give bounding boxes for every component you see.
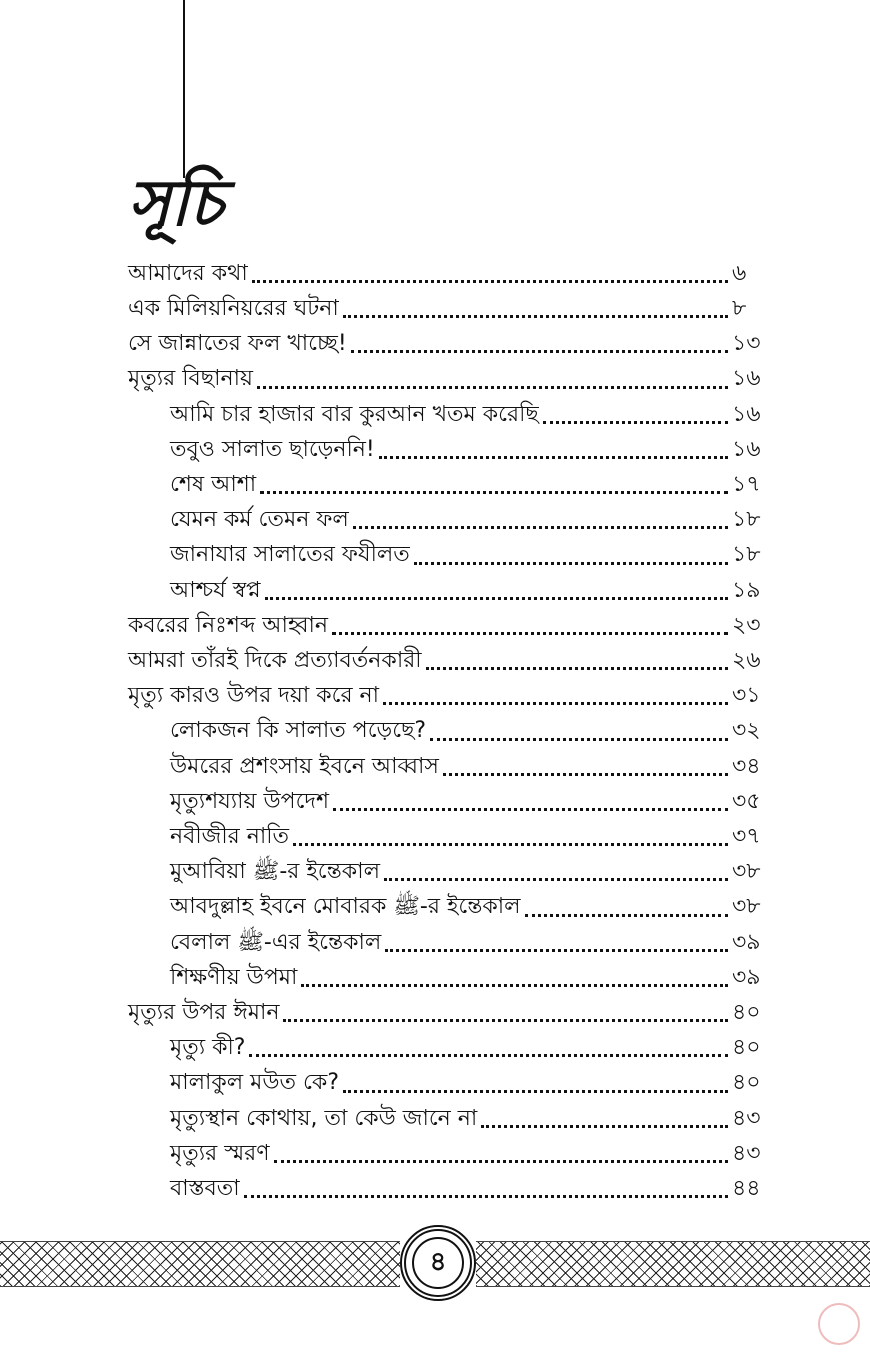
dot-leader (301, 984, 728, 987)
toc-entry-page: ১৮ (732, 507, 761, 533)
toc-entry-title: বেলাল ﷺ-এর ইন্তেকাল (170, 929, 382, 955)
dot-leader (384, 878, 728, 881)
toc-entry-title: উমরের প্রশংসায় ইবনে আব্বাস (170, 753, 439, 779)
page-number: ৪ (412, 1237, 464, 1289)
toc-entry (170, 498, 768, 532)
toc-entry-title: জানাযার সালাতের ফযীলত (170, 542, 410, 568)
toc-entry (170, 815, 768, 849)
toc-entry-title: আমাদের কথা (128, 260, 248, 286)
dot-leader (543, 421, 728, 424)
toc-entry-page: ৪৩ (732, 1140, 761, 1166)
footer-ornament (0, 1225, 870, 1305)
toc-entry (170, 428, 768, 462)
toc-entry (170, 463, 768, 497)
toc-entry-page: ৩৯ (732, 929, 761, 955)
toc-entry (128, 358, 768, 392)
toc-entry (128, 674, 768, 708)
page-number-medallion (400, 1225, 476, 1301)
toc-entry-page: ৩৫ (732, 788, 761, 814)
toc-entry (170, 745, 768, 779)
toc-entry (128, 639, 768, 673)
toc-entry-page: ৪০ (732, 1000, 761, 1025)
toc-entry-title: মৃত্যু কী? (170, 1035, 246, 1061)
toc-entry (170, 710, 768, 744)
toc-entry-title: যেমন কর্ম তেমন ফল (170, 507, 349, 533)
toc-entry-page: ৮ (732, 296, 747, 321)
toc-entry-page: ৩৮ (732, 894, 761, 920)
dot-leader (385, 949, 728, 952)
toc-entry-title: মৃত্যুশয্যায় উপদেশ (170, 788, 329, 814)
toc-entry-page: ১৭ (732, 472, 761, 497)
toc-entry-title: শিক্ষণীয় উপমা (170, 964, 298, 990)
toc-entry (170, 534, 768, 568)
toc-entry-title: মৃত্যুর বিছানায় (128, 366, 253, 392)
page-title: সূচি (128, 166, 224, 241)
dot-leader (443, 773, 728, 776)
toc-entry-page: ৩৮ (732, 859, 761, 885)
toc-entry-page: ৩৯ (732, 964, 761, 990)
toc-entry (170, 569, 768, 603)
toc-entry (170, 956, 768, 990)
dot-leader (379, 456, 728, 459)
toc-entry (170, 393, 768, 427)
toc-entry (128, 252, 768, 286)
dot-leader (481, 1125, 728, 1128)
toc-entry-page: ৩৭ (732, 824, 761, 849)
toc-entry (128, 287, 768, 321)
dot-leader (244, 1195, 728, 1198)
toc-entry (170, 1062, 768, 1096)
dot-leader (525, 914, 728, 917)
toc-entry-title: সে জান্নাতের ফল খাচ্ছে! (128, 331, 347, 357)
dot-leader (265, 597, 728, 600)
toc-entry-title: মৃত্যুস্থান কোথায়, তা কেউ জানে না (170, 1105, 478, 1131)
toc-entry-page: ২৬ (732, 648, 761, 673)
toc-entry (170, 780, 768, 814)
dot-leader (332, 632, 728, 635)
toc-entry-page: ১৬ (732, 366, 761, 392)
dot-leader (353, 526, 728, 529)
toc-entry-page: ৪৩ (732, 1105, 761, 1131)
toc-entry-title: আবদুল্লাহ ইবনে মোবারক ﷺ-র ইন্তেকাল (170, 894, 521, 920)
dot-leader (414, 562, 728, 565)
toc-entry-title: এক মিলিয়নিয়রের ঘটনা (128, 296, 339, 321)
ornament-band-left (0, 1241, 400, 1287)
toc-entry-page: ১৯ (732, 577, 761, 603)
toc-entry (170, 1097, 768, 1131)
toc-entry-page: ১৮ (732, 542, 761, 568)
toc-entry-title: মৃত্যু কারও উপর দয়া করে না (128, 683, 380, 709)
dot-leader (343, 1090, 728, 1093)
toc-entry-title: মালাকুল মউত কে? (170, 1070, 339, 1096)
dot-leader (351, 350, 728, 353)
toc-entry-title: মৃত্যুর উপর ঈমান (128, 1000, 280, 1025)
toc-entry-title: তবুও সালাত ছাড়েননি! (170, 436, 375, 462)
toc-entry-page: ৬ (732, 260, 747, 286)
toc-entry-page: ২৩ (732, 612, 761, 638)
toc-entry-title: বাস্তবতা (170, 1176, 240, 1201)
toc-entry (170, 886, 768, 920)
toc-entry-title: মৃত্যুর স্মরণ (170, 1140, 270, 1166)
toc-entry-page: ১৬ (732, 401, 761, 427)
toc-entry (128, 322, 768, 356)
dot-leader (252, 280, 728, 283)
toc-entry (170, 1167, 768, 1201)
toc-entry (170, 921, 768, 955)
dot-leader (283, 1019, 728, 1022)
toc-entry-title: মুআবিয়া ﷺ-র ইন্তেকাল (170, 859, 380, 885)
dot-leader (343, 315, 728, 318)
toc-entry-page: ৪০ (732, 1070, 761, 1096)
dot-leader (333, 808, 728, 811)
toc-entry-title: আশ্চর্য স্বপ্ন (170, 577, 261, 603)
toc-entry-page: ৪০ (732, 1035, 761, 1061)
toc-entry-page: ৩৪ (732, 753, 761, 779)
toc-entry-title: আমি চার হাজার বার কুরআন খতম করেছি (170, 401, 539, 427)
toc-entry-title: শেষ আশা (170, 472, 257, 497)
dot-leader (383, 702, 728, 705)
toc-entry-page: ৪৪ (732, 1176, 761, 1201)
toc-entry (128, 991, 768, 1025)
toc-entry-page: ১৬ (732, 436, 761, 462)
toc-entry-title: কবরের নিঃশব্দ আহ্বান (128, 612, 328, 638)
toc-entry-title: লোকজন কি সালাত পড়েছে? (170, 718, 427, 744)
dot-leader (257, 386, 728, 389)
toc-entry (170, 1026, 768, 1060)
toc-entry (128, 604, 768, 638)
dot-leader (430, 738, 728, 741)
toc-entry-title: আমরা তাঁরই দিকে প্রত্যাবর্তনকারী (128, 648, 422, 673)
stamp-icon (818, 1303, 860, 1345)
ornament-band-right (476, 1241, 870, 1287)
toc-entry-page: ৩১ (732, 683, 761, 709)
toc-entry-title: নবীজীর নাতি (170, 824, 290, 849)
dot-leader (426, 667, 728, 670)
dot-leader (260, 491, 728, 494)
dot-leader (249, 1054, 728, 1057)
dot-leader (274, 1160, 728, 1163)
dot-leader (293, 843, 728, 846)
toc-entry-page: ৩২ (732, 718, 761, 744)
toc-entry-page: ১৩ (732, 331, 761, 357)
toc-entry (170, 1132, 768, 1166)
toc-entry (170, 850, 768, 884)
